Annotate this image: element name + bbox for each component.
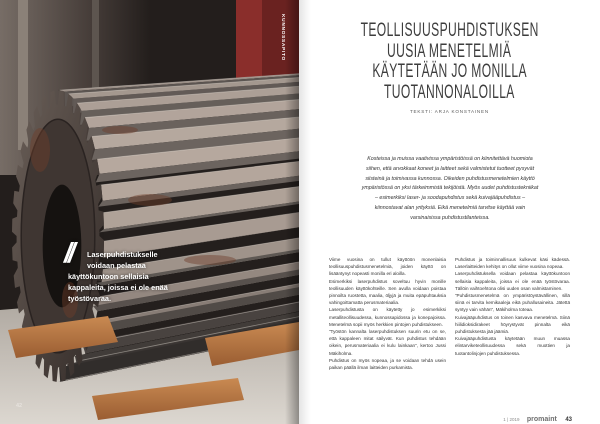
pull-quote-line: työstövaraa.: [68, 294, 111, 303]
intro-line: ympäristössä on yksi tärkeimmistä tekijöistä. Myös uudet puhdistustekniikat: [361, 185, 539, 192]
body-paragraph: ”Työstön kannalta laserpuhdistuksen suurin etu on se, että kappaleen mitat säilyvät. Kun puhdistus tehdään oikein, perusmateriaalia ei kulu lainkaan”, kertoo Jussi Mäkiholma.: [329, 329, 446, 356]
title-line-text: TEOLLISUUSPUHDISTUKSEN: [360, 19, 539, 41]
pull-quote-line: voidaan pelastaa: [87, 261, 146, 270]
pull-quote-mark: //: [64, 237, 72, 268]
intro-line: Kosteissa ja muissa vaativissa ympäristöissä on kiinnitettävä huomiota: [367, 156, 533, 162]
pull-quote: [68, 249, 208, 304]
body-column-2: [455, 256, 570, 357]
right-page-number: 43: [565, 417, 572, 423]
intro-line: – esimerkiksi laser- ja soodapuhdistus sekä kuivajääpuhdistus –: [374, 195, 526, 202]
body-column-1: [329, 256, 446, 371]
issue-number: 1 | 2019: [503, 417, 520, 422]
pull-quote-line: Laserpuhdistukselle: [87, 250, 158, 259]
body-paragraph: Viime vuosina on tullut käyttöön monenlaisia teollisuuspuhdistusmenetelmiä, joiden käyttö on lisääntynyt nopeasti monilla eri aloilla.: [329, 257, 446, 277]
right-page: [299, 0, 600, 424]
body-paragraph: Puhdistus on myös nopeaa, ja se voidaan tehdä usein paikan päällä ilman laitteiden purkamista.: [329, 357, 446, 371]
title-line: [299, 61, 600, 82]
body-paragraph: Esimerkiksi laserpuhdistus soveltuu hyvin monille teollisuuden käyttökohteille. Sen avulla voidaan poistaa pinnoilta ruostetta, maalia, öljyjä ja muita epäpuhtauksia vahingoittamatta perusmateriaalia.: [329, 278, 446, 306]
intro-line: varsinaisissa puhdistustilanteissa.: [410, 214, 490, 221]
wall-post: [18, 0, 28, 150]
left-page: [0, 0, 299, 424]
article-title: [299, 20, 600, 103]
pull-quote-line: käyttökuntoon sellaisia: [68, 272, 149, 281]
body-paragraph: Laserpuhdistusta on käytetty jo esimerkiksi metalliteollisuudessa, kunnossapidossa ja konepajoissa. Menetelmä sopii myös herkkien pintojen puhdistukseen.: [329, 307, 446, 327]
title-line: [299, 20, 600, 41]
title-line-text: TUOTANNONALOILLA: [384, 81, 515, 104]
pull-quote-line: kappaleita, joissa ei ole enää: [68, 283, 168, 292]
page-footer: [503, 408, 572, 424]
intro-line: siisteinä ja toimivassa kunnossa. Oikeiden puhdistusmenetelmien käyttö: [365, 175, 535, 182]
body-paragraph: Kuivajääpuhdistus on toinen kasvava menetelmä. Siinä hiilidioksidirakeet höyrystyvät pinnalta eikä puhdistuksesta jää jäämiä.: [455, 314, 570, 335]
title-line-text: UUSIA MENETELMIÄ: [387, 39, 512, 62]
section-tab: KUNNOSSAPITO: [280, 14, 285, 61]
intro-line: siihen, että arvokkaat koneet ja laitteet sekä valmistetut tuotteet pysyvät: [365, 165, 535, 172]
body-paragraph: Kuivajääpuhdistusta käytetään muun muassa elintarviketeollisuudessa sekä muottien ja tuotantolinjojen puhdistuksessa.: [455, 336, 570, 356]
body-paragraph: ”Puhdistusmenetelmä on ympäristöystävällinen, sillä siinä ei tarvita kemikaaleja eikä puhallusaineita. Jätettä syntyy vain vähän”, Mäkiholma toteaa.: [455, 293, 570, 313]
body-paragraph: Puhdistus ja toiminnallisuus kulkevat käsi kädessä. Laserlaitteiden kehitys on ollut viime vuosina nopeaa.: [455, 257, 570, 270]
rust-patch: [128, 194, 172, 206]
rust-patch: [102, 126, 138, 134]
byline: TEKSTI: ARJA KONSTAINEN: [409, 109, 490, 114]
intro-line: kiinnostavat alan yrityksiä. Eikä menetelmiä tarvitse käyttää vain: [374, 204, 526, 211]
gutter-shade: [285, 0, 299, 424]
body-paragraph: Laserpuhdistuksella voidaan pelastaa käyttökuntoon sellaisia kappaleita, joissa ei ole enää työstövaraa. Tällöin vaihtoehtona olisi uuden osan valmistaminen.: [455, 271, 570, 291]
intro-paragraph: [335, 155, 565, 224]
title-line: [299, 41, 600, 62]
cover-photo: [0, 0, 299, 424]
left-page-number: 42: [16, 403, 23, 409]
title-line-text: KÄYTETÄÄN JO MONILLA: [372, 60, 527, 83]
title-line: [299, 82, 600, 103]
magazine-logo: promaint: [526, 416, 557, 423]
rust-patch: [30, 128, 50, 172]
